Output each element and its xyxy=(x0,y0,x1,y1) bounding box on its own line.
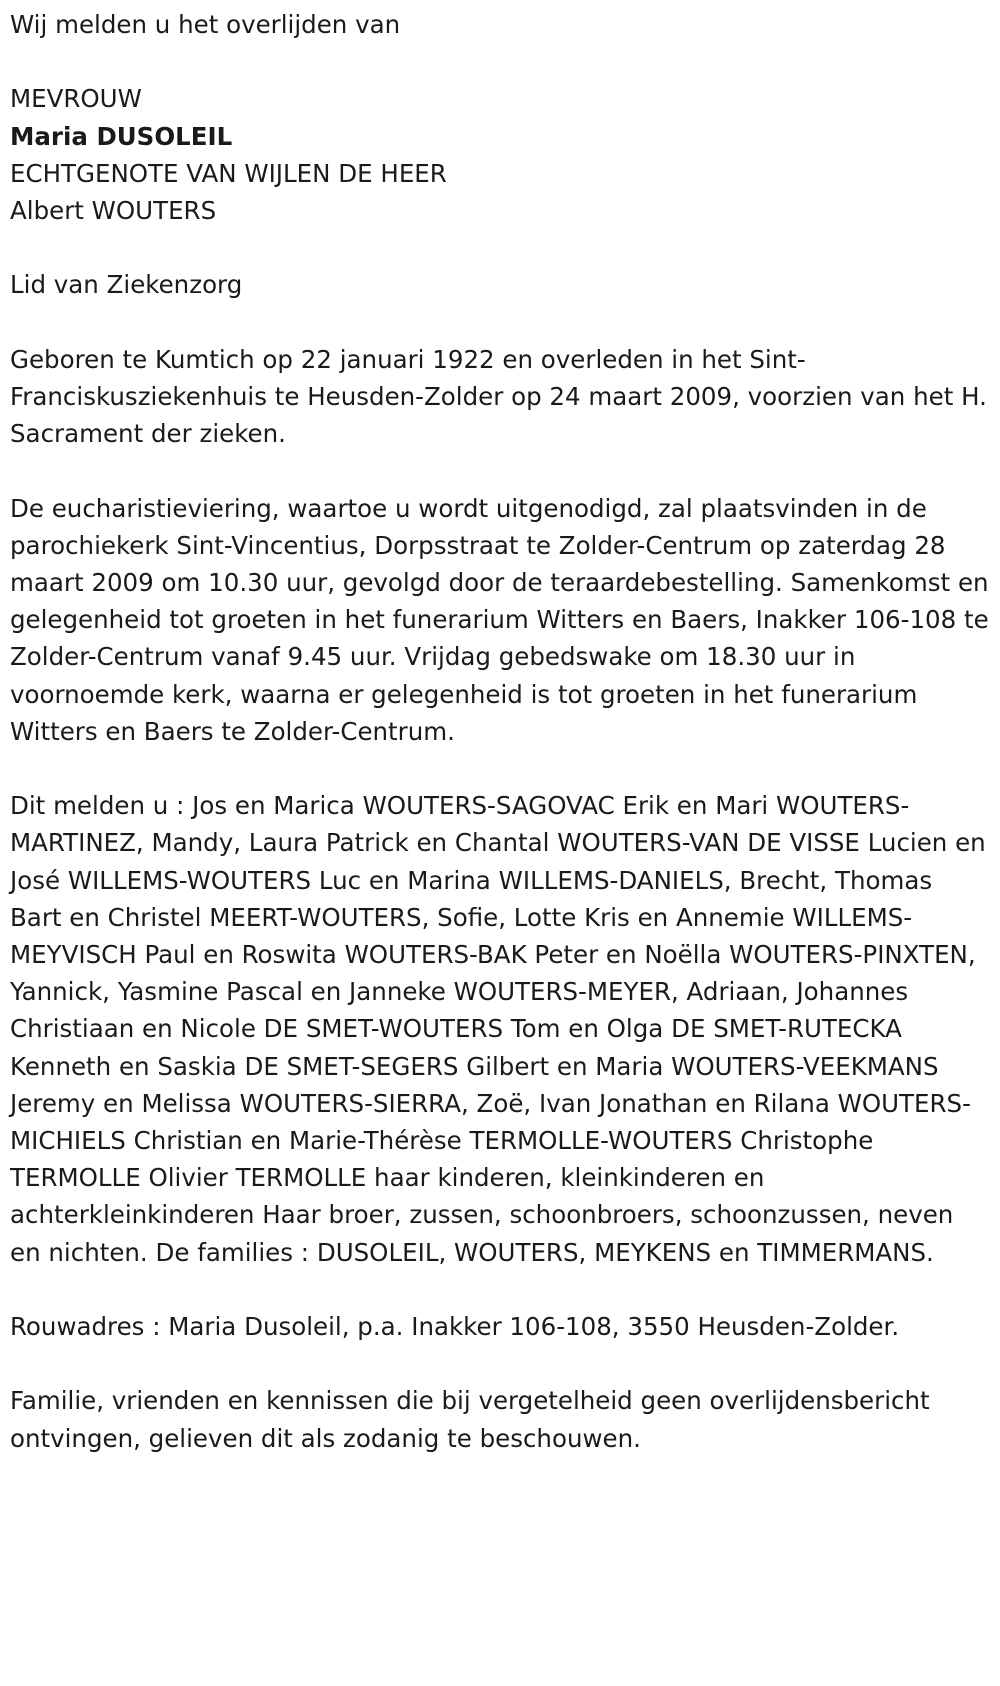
spacer xyxy=(10,1271,990,1308)
salutation: MEVROUW xyxy=(10,84,142,114)
intro-text: Wij melden u het overlijden van xyxy=(10,10,401,39)
ceremony-paragraph: De eucharistieviering, waartoe u wordt uitgenodigd, zal plaatsvinden in de parochiekerk Sint-Vincentius, Dorpsstraat te Zolder-Centrum op zaterdag 28 maart 2009 om 10.30 uur, gevolgd door de teraardebestelling. Samenkomst en gelegenheid tot groeten in het funerarium Witters en Baers, Inakker 106-108 te Zolder-Centrum vanaf 9.45 uur. Vrijdag gebedswake om 18.30 uur in voornoemde kerk, waarna er gelegenheid is tot groeten in het funerarium Witters en Baers te Zolder-Centrum. xyxy=(10,493,989,746)
birth-death-paragraph: Geboren te Kumtich op 22 januari 1922 en overleden in het Sint-Franciskusziekenhuis te Heusden-Zolder op 24 maart 2009, voorzien van het H. Sacrament der zieken. xyxy=(10,344,987,449)
family-paragraph: Dit melden u : Jos en Marica WOUTERS-SAGOVAC Erik en Mari WOUTERS-MARTINEZ, Mandy, Laura Patrick en Chantal WOUTERS-VAN DE VISSE Lucien en José WILLEMS-WOUTERS Luc en Marina WILLEMS-DANIELS, Brecht, Thomas Bart en Christel MEERT-WOUTERS, Sofie, Lotte Kris en Annemie WILLEMS-MEYVISCH Paul en Roswita WOUTERS-BAK Peter en Noëlla WOUTERS-PINXTEN, Yannick, Yasmine Pascal en Janneke WOUTERS-MEYER, Adriaan, Johannes Christiaan en Nicole DE SMET-WOUTERS Tom en Olga DE SMET-RUTECKA Kenneth en Saskia DE SMET-SEGERS Gilbert en Maria WOUTERS-VEEKMANS Jeremy en Melissa WOUTERS-SIERRA, Zoë, Ivan Jonathan en Rilana WOUTERS-MICHIELS Christian en Marie-Thérèse TERMOLLE-WOUTERS Christophe TERMOLLE Olivier TERMOLLE haar kinderen, kleinkinderen en achterkleinkinderen Haar broer, zussen, schoonbroers, schoonzussen, neven en nichten. De families : DUSOLEIL, WOUTERS, MEYKENS en TIMMERMANS. xyxy=(10,791,986,1267)
mourning-address: Rouwadres : Maria Dusoleil, p.a. Inakker 106-108, 3550 Heusden-Zolder. xyxy=(10,1312,900,1342)
spouse-name: Albert WOUTERS xyxy=(10,196,217,225)
spacer xyxy=(10,750,990,787)
spacer xyxy=(10,229,990,266)
membership: Lid van Ziekenzorg xyxy=(10,270,243,300)
spacer xyxy=(10,452,990,489)
spacer xyxy=(10,1345,990,1382)
spacer xyxy=(10,43,990,80)
spouse-title: ECHTGENOTE VAN WIJLEN DE HEER xyxy=(10,158,447,188)
closing-paragraph: Familie, vrienden en kennissen die bij vergetelheid geen overlijdensbericht ontvingen, gelieven dit als zodanig te beschouwen. xyxy=(10,1386,930,1453)
spacer xyxy=(10,304,990,341)
deceased-name: Maria DUSOLEIL xyxy=(10,121,233,151)
